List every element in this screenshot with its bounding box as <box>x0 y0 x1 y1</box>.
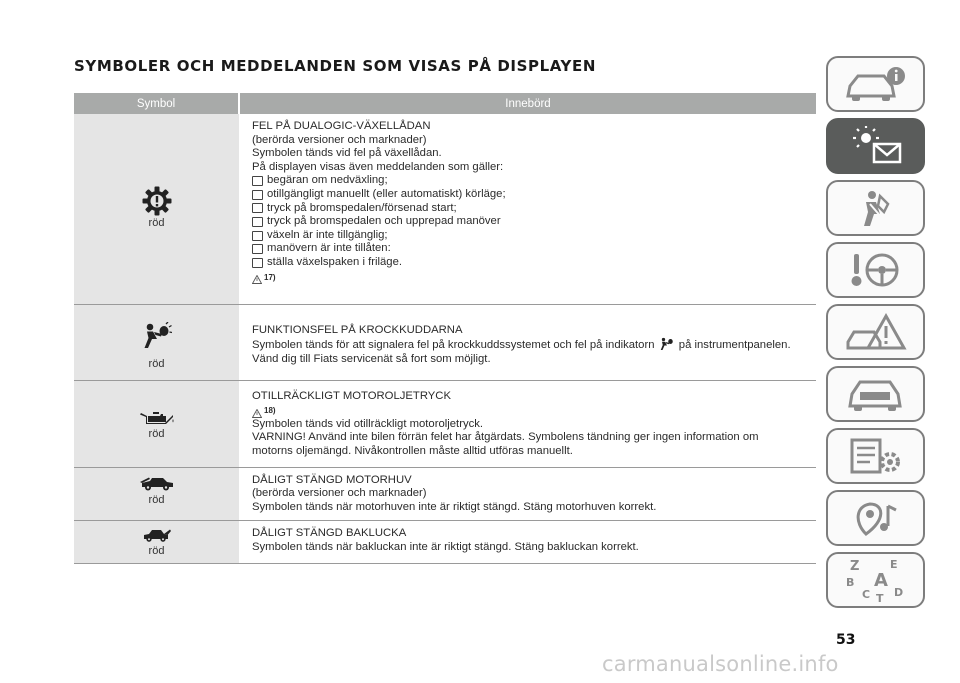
symbol-cell <box>74 380 239 467</box>
symbol-cell <box>74 114 239 304</box>
row-text: Symbolen tänds för att signalera fel på krockkuddssystemet och fel på indikatorn på instrumentpanelen. <box>252 339 791 352</box>
list-item: tryck på bromspedalen/försenad start; <box>252 202 816 216</box>
symbol-color-label: röd <box>148 357 165 370</box>
row-text: VARNING! Använd inte bilen förrän felet har åtgärdats. Symbolens tändning ger ingen information om <box>252 431 759 444</box>
warning-note: 17) <box>252 271 816 285</box>
car-trunk-open-icon <box>142 528 172 543</box>
symbol-color-label: röd <box>148 217 165 229</box>
symbol-cell <box>74 521 239 564</box>
row-text: Symbolen tänds vid otillräckligt motoroljetryck. <box>252 417 484 430</box>
specs-gear-icon <box>844 436 908 476</box>
row-text: Symbolen tänds när bakluckan inte är riktigt stängd. Stäng bakluckan korrekt. <box>252 540 639 553</box>
chapter-tabs <box>826 56 926 614</box>
svg-text:Z: Z <box>849 559 859 574</box>
svg-text:B: B <box>845 576 854 589</box>
warning-triangle-car-icon <box>844 312 908 352</box>
row-text: Vänd dig till Fiats servicenät så fort som möjligt. <box>252 352 491 365</box>
row-title: FEL PÅ DUALOGIC-VÄXELLÅDAN <box>252 120 431 132</box>
table-row <box>74 467 816 521</box>
meaning-cell <box>239 304 816 380</box>
seat-airbag-icon <box>844 188 908 228</box>
svg-text:C: C <box>861 588 870 601</box>
row-title: DÅLIGT STÄNGD MOTORHUV <box>252 473 412 486</box>
tab-alphabetic-index[interactable] <box>826 552 925 608</box>
airbag-icon <box>142 322 172 350</box>
tab-warning-car[interactable] <box>826 304 925 360</box>
page-number: 53 <box>836 632 856 648</box>
list-item: otillgängligt manuellt (eller automatiskt) körläge; <box>252 188 816 202</box>
meaning-cell <box>239 467 816 521</box>
bullet-box-icon <box>252 231 263 241</box>
bullet-box-icon <box>252 203 263 213</box>
light-message-icon <box>844 126 908 166</box>
airbag-inline-icon <box>659 337 675 351</box>
alphabetic-index-icon <box>844 558 908 602</box>
symbol-color-label: röd <box>148 493 165 506</box>
header-symbol: Symbol <box>74 93 239 114</box>
car-info-icon <box>844 64 908 104</box>
meaning-cell <box>239 114 816 304</box>
watermark: carmanualsonline.info <box>602 652 839 676</box>
tab-car-service[interactable] <box>826 366 925 422</box>
bullet-box-icon <box>252 217 263 227</box>
row-title: DÅLIGT STÄNGD BAKLUCKA <box>252 527 407 540</box>
warning-triangle-icon <box>252 275 262 284</box>
tab-key-steering[interactable] <box>826 242 925 298</box>
symbol-cell <box>74 304 239 380</box>
svg-text:T: T <box>875 592 884 602</box>
row-text: (berörda versioner och marknader) <box>252 487 427 500</box>
list-item: begäran om nedväxling; <box>252 174 816 188</box>
tab-light-message[interactable] <box>826 118 925 174</box>
page-title: SYMBOLER OCH MEDDELANDEN SOM VISAS PÅ DISPLAYEN <box>74 57 596 75</box>
tab-seat-airbag[interactable] <box>826 180 925 236</box>
list-item: tryck på bromspedalen och upprepad manöver <box>252 215 816 229</box>
key-steering-wheel-icon <box>844 250 908 290</box>
svg-text:D: D <box>893 586 903 599</box>
row-text: (berörda versioner och marknader) <box>252 133 427 146</box>
tab-multimedia[interactable] <box>826 490 925 546</box>
table-header-row <box>74 93 816 114</box>
multimedia-icon <box>844 498 908 538</box>
bullet-box-icon <box>252 176 263 186</box>
bullet-box-icon <box>252 258 263 268</box>
car-service-icon <box>844 374 908 414</box>
symbol-color-label: röd <box>148 545 165 558</box>
warning-triangle-icon <box>252 409 262 418</box>
car-hood-open-icon <box>139 476 175 492</box>
list-item: växeln är inte tillgänglig; <box>252 229 816 243</box>
svg-text:A: A <box>873 570 888 591</box>
row-text: motorns oljemängd. Nivåkontrollen måste alltid utföras manuellt. <box>252 444 573 457</box>
tab-specs[interactable] <box>826 428 925 484</box>
header-meaning: Innebörd <box>239 93 816 114</box>
table-row <box>74 304 816 380</box>
symbols-table <box>74 93 816 564</box>
table-row <box>74 114 816 304</box>
row-text: Symbolen tänds när motorhuven inte är riktigt stängd. Stäng motorhuven korrekt. <box>252 500 657 513</box>
table-row <box>74 521 816 564</box>
table-row <box>74 380 816 467</box>
row-title: OTILLRÄCKLIGT MOTOROLJETRYCK <box>252 389 451 402</box>
row-text: Symbolen tänds vid fel på växellådan. <box>252 147 442 160</box>
gear-warning-icon <box>141 185 173 217</box>
list-item: manövern är inte tillåten: <box>252 242 816 256</box>
svg-text:E: E <box>889 558 898 571</box>
oil-can-icon <box>139 410 175 426</box>
symbol-cell <box>74 467 239 521</box>
warning-note: 18) <box>252 404 816 418</box>
symbol-color-label: röd <box>148 427 165 440</box>
row-title: FUNKTIONSFEL PÅ KROCKKUDDARNA <box>252 323 463 336</box>
meaning-cell <box>239 521 816 564</box>
list-item: ställa växelspaken i friläge. <box>252 256 816 270</box>
meaning-cell <box>239 380 816 467</box>
bullet-box-icon <box>252 244 263 254</box>
row-text: På displayen visas även meddelanden som gäller: <box>252 160 504 173</box>
bullet-box-icon <box>252 190 263 200</box>
tab-car-info[interactable] <box>826 56 925 112</box>
